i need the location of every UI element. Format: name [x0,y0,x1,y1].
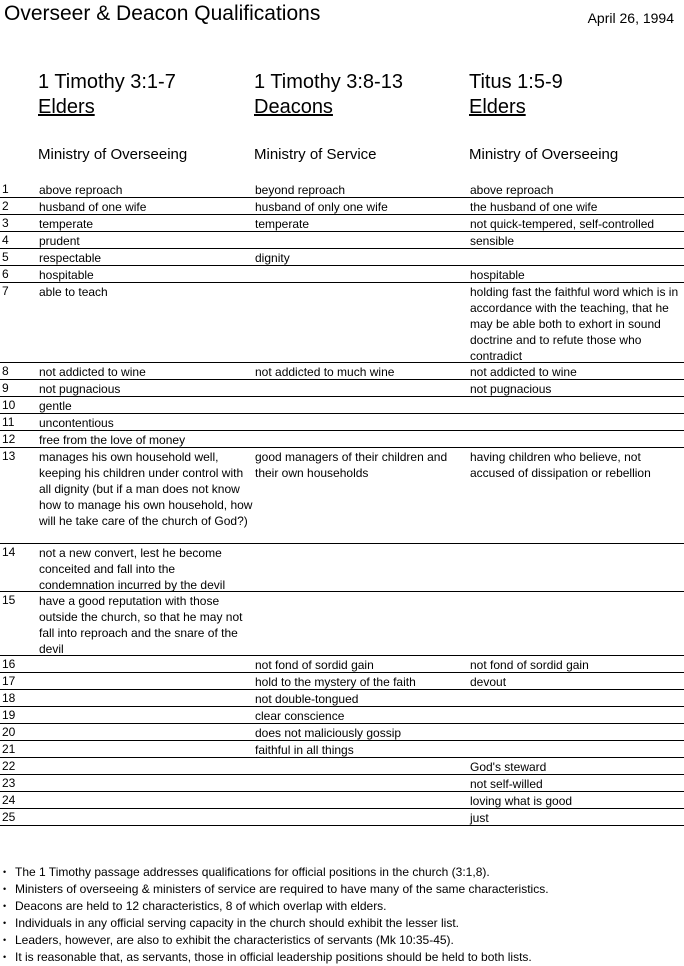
deacons-cell: not addicted to much wine [255,365,395,379]
elders-titus-cell: not pugnacious [470,382,552,396]
table-row [0,592,684,656]
row-number: 20 [2,725,16,739]
column-role: Elders [469,96,526,118]
table-row [0,448,684,544]
elders-1tim-cell: prudent [39,234,80,248]
row-number: 22 [2,759,16,773]
table-row [0,690,684,707]
elders-titus-cell: holding fast the faithful word which is in accordance with the teaching, that he may be able both to exhort in sound doctrine and to refute those who contradict [470,285,679,363]
column-ministry: Ministry of Overseeing [469,146,619,163]
column-reference: Titus 1:5-9 [469,71,563,93]
table-row [0,724,684,741]
table-row [0,809,684,826]
elders-1tim-cell: above reproach [39,183,123,197]
table-row [0,758,684,775]
row-number: 7 [2,284,9,298]
note-item: • It is reasonable that, as servants, those in official leadership positions should be held to both lists. [0,949,684,966]
elders-1tim-cell: respectable [39,251,102,265]
table-row [0,656,684,673]
row-number: 15 [2,593,16,607]
table-row [0,544,684,592]
column-header-3 [469,70,683,167]
deacons-cell: hold to the mystery of the faith [255,675,416,689]
row-number: 21 [2,742,16,756]
column-reference: 1 Timothy 3:8-13 [254,71,403,93]
row-number: 14 [2,545,16,559]
deacons-cell: dignity [255,251,290,265]
elders-1tim-cell: not a new convert, lest he become conceited and fall into the condemnation incurred by the devil [39,546,226,592]
table-row [0,397,684,414]
table-row [0,775,684,792]
elders-titus-cell: the husband of one wife [470,200,598,214]
note-item: • Deacons are held to 12 characteristics, 8 of which overlap with elders. [0,898,684,915]
elders-1tim-cell: free from the love of money [39,433,186,447]
row-number: 9 [2,381,9,395]
row-number: 25 [2,810,16,824]
deacons-cell: does not maliciously gossip [255,726,402,740]
table-row [0,431,684,448]
table-row [0,673,684,690]
table-row [0,249,684,266]
elders-1tim-cell: temperate [39,217,94,231]
table-row [0,232,684,249]
elders-titus-cell: loving what is good [470,794,573,808]
row-number: 10 [2,398,16,412]
deacons-cell: good managers of their children and their own households [255,450,448,480]
row-number: 1 [2,182,9,196]
note-item: • Leaders, however, are also to exhibit the characteristics of servants (Mk 10:35-45). [0,932,684,949]
table-row [0,181,684,198]
elders-titus-cell: not self-willed [470,777,543,791]
table-row [0,792,684,809]
deacons-cell: husband of only one wife [255,200,388,214]
elders-titus-cell: having children who believe, not accused of dissipation or rebellion [470,450,651,480]
elders-titus-cell: just [470,811,489,825]
elders-titus-cell: not quick-tempered, self-controlled [470,217,655,231]
row-number: 13 [2,449,16,463]
deacons-cell: beyond reproach [255,183,346,197]
elders-titus-cell: above reproach [470,183,554,197]
column-ministry: Ministry of Overseeing [38,146,188,163]
elders-titus-cell: God's steward [470,760,547,774]
row-number: 5 [2,250,9,264]
table-row [0,283,684,363]
column-role: Elders [38,96,95,118]
table-row [0,198,684,215]
document-date: April 26, 1994 [587,10,674,26]
row-number: 2 [2,199,9,213]
table-row [0,266,684,283]
elders-1tim-cell: not addicted to wine [39,365,146,379]
elders-titus-cell: devout [470,675,507,689]
table-row [0,414,684,431]
deacons-cell: not fond of sordid gain [255,658,374,672]
elders-titus-cell: sensible [470,234,515,248]
row-number: 6 [2,267,9,281]
row-number: 19 [2,708,16,722]
note-item: • The 1 Timothy passage addresses qualifications for official positions in the church (3:1,8). [0,864,684,881]
table-row [0,363,684,380]
column-header-1 [38,70,252,167]
row-number: 17 [2,674,16,688]
elders-1tim-cell: uncontentious [39,416,114,430]
deacons-cell: faithful in all things [255,743,354,757]
elders-titus-cell: not fond of sordid gain [470,658,589,672]
deacons-cell: temperate [255,217,310,231]
document-title: Overseer & Deacon Qualifications [4,2,321,25]
row-number: 18 [2,691,16,705]
row-number: 4 [2,233,9,247]
qualifications-table [0,181,684,826]
row-number: 16 [2,657,16,671]
row-number: 12 [2,432,16,446]
row-number: 3 [2,216,9,230]
notes-list [0,864,684,966]
column-role: Deacons [254,96,333,118]
deacons-cell: clear conscience [255,709,345,723]
elders-titus-cell: hospitable [470,268,525,282]
elders-1tim-cell: able to teach [39,285,108,299]
row-number: 24 [2,793,16,807]
elders-1tim-cell: gentle [39,399,72,413]
table-row [0,380,684,397]
elders-1tim-cell: have a good reputation with those outside the church, so that he may not fall into reproach and the snare of the devil [39,594,243,656]
table-row [0,707,684,724]
elders-1tim-cell: not pugnacious [39,382,121,396]
row-number: 8 [2,364,9,378]
elders-titus-cell: not addicted to wine [470,365,577,379]
elders-1tim-cell: manages his own household well, keeping his children under control with all dignity (but if a man does not know how to manage his own household, how will he take care of the church of God?) [39,450,253,528]
row-number: 11 [2,415,15,429]
table-row [0,741,684,758]
deacons-cell: not double-tongued [255,692,359,706]
note-item: • Ministers of overseeing & ministers of service are required to have many of the same characteristics. [0,881,684,898]
elders-1tim-cell: husband of one wife [39,200,147,214]
column-ministry: Ministry of Service [254,146,377,163]
elders-1tim-cell: hospitable [39,268,94,282]
table-row [0,215,684,232]
column-header-2 [254,70,468,167]
column-reference: 1 Timothy 3:1-7 [38,71,176,93]
row-number: 23 [2,776,16,790]
note-item: • Individuals in any official serving capacity in the church should exhibit the lesser list. [0,915,684,932]
